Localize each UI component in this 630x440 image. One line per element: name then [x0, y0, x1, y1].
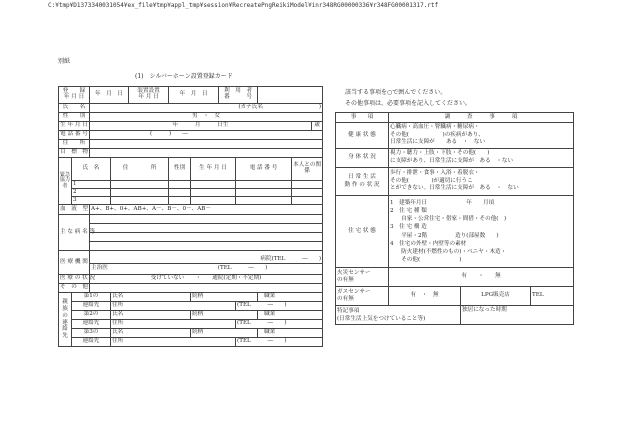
- relative-1-work: 職業: [258, 293, 323, 302]
- reg-date-label: 登 録 年 月 日: [59, 87, 90, 104]
- user-no-label: 利 用 者 番 号: [219, 87, 258, 104]
- other-label: そ の 他: [59, 284, 90, 293]
- relative-1-name: 氏名: [111, 293, 191, 302]
- daily-label: 日 常 生 活 動 作 の 状 況: [336, 168, 389, 196]
- kana-name: (カナ氏名 ): [90, 104, 323, 113]
- emergency-contacts-label: 緊急協力者: [59, 158, 72, 205]
- relative-2-no: 第2の: [72, 311, 111, 320]
- dob-value: 年 月 日生: [90, 122, 312, 131]
- age-unit: 歳: [312, 122, 323, 131]
- survey-header-item: 事 項: [336, 113, 389, 123]
- dob-label: 生 年 月 日: [59, 122, 90, 131]
- relative-3-addr: 住所: [111, 338, 236, 347]
- reg-date-value: 年 月 日: [90, 87, 129, 104]
- contact-header-name: 氏 名: [72, 158, 111, 181]
- sex-label: 性 別: [59, 113, 90, 122]
- daily-content: 歩行・排泄・食事・入浴・着脱衣・ その他( )が適切に行うこ とができない。日常生活に支障が ある ・ ない: [389, 168, 574, 196]
- lpg-tel-label: TEL: [531, 287, 574, 306]
- relative-3-rel: 続柄: [191, 329, 258, 338]
- contact-header-phone: 電 話 番 号: [236, 158, 292, 181]
- relative-1-tel: (TEL ― ): [236, 302, 323, 311]
- instruction-line-1: 該当する事項を○で囲んでください。: [345, 89, 447, 96]
- relative-2-name: 氏名: [111, 311, 191, 320]
- housing-label: 住 宅 状 態: [336, 196, 389, 268]
- disease-label: 主 な 病 名 等: [59, 215, 90, 251]
- relative-3-no: 第3の: [72, 329, 111, 338]
- relative-1-rel: 続柄: [191, 293, 258, 302]
- name-label: 氏 名: [59, 104, 90, 113]
- relative-1-addr: 住所: [111, 302, 236, 311]
- sex-value: 男 ・ 女: [90, 113, 323, 122]
- relative-1-no: 第1の: [72, 293, 111, 302]
- health-content: 心臓病・高血圧・腎臓病・糖尿病・ その他( )の疾病があり、 日常生活に支障が ある ・ ない: [389, 123, 574, 149]
- contact-header-address: 住 所: [111, 158, 169, 181]
- relative-2-rel: 続柄: [191, 311, 258, 320]
- gas-sensor-value: 有 ・ 無: [389, 287, 461, 306]
- fire-sensor-label: 火災センサー の有無: [336, 268, 389, 287]
- health-label: 健 康 状 態: [336, 123, 389, 149]
- relative-3-sub: 連絡先: [72, 338, 111, 347]
- contact-row: 3: [72, 197, 111, 205]
- doctor-row: [90, 264, 323, 275]
- install-date-label: 装置設置 年 月 日: [129, 87, 169, 104]
- registration-card-table: [58, 86, 323, 347]
- relative-2-tel: (TEL ― ): [236, 320, 323, 329]
- contact-row: 2: [72, 189, 111, 197]
- relative-2-sub: 連絡先: [72, 320, 111, 329]
- survey-header-content: 調 査 事 項: [389, 113, 574, 123]
- relative-3-work: 職業: [258, 329, 323, 338]
- relative-1-sub: 連絡先: [72, 302, 111, 311]
- medical-status-label: 医 療 の 状 況: [59, 275, 90, 284]
- body-content: 視力・聴力・上肢・下肢・その他( ) に支障があり、日常生活に支障が ある ・ない: [389, 149, 574, 168]
- phone-label: 電 話 番 号: [59, 131, 90, 140]
- housing-content: 1 建築年月日 年 月頃 2 住 宅 種 類 自家・公営住宅・借家・間借・その他( ) 3 住 宅 構 造 平屋・2階 造り(部屋数 ) 4 住宅の外壁・内壁等の素材 防火建材(不燃性のもの)・ベニヤ・木造・ その他( ): [389, 196, 574, 268]
- doctor-label: 主治医: [91, 265, 108, 272]
- medical-status-value: 受けていない ・ 通院(定期・不定期): [90, 275, 323, 284]
- lpg-dealer-label: LPG販売店: [461, 287, 531, 306]
- contact-row: 1: [72, 181, 111, 189]
- special-notes-value: 独居になった時期: [461, 306, 574, 325]
- contact-header-sex: 性別: [169, 158, 191, 181]
- relative-2-addr: 住所: [111, 320, 236, 329]
- address-value: [90, 140, 323, 149]
- file-path: C:¥tmp¥D1373340031054¥ex_file¥tmp¥appl_tmp¥session¥RecreatePngReikiModel¥inr348RG00000336¥r348FG00001317.rtf: [48, 2, 439, 9]
- instruction-line-2: その他事項は、必要事項を記入してください。: [345, 100, 472, 107]
- body-label: 身 体 状 況: [336, 149, 389, 168]
- special-notes-label: 特記事項 (日常生活上気をつけていること等): [336, 306, 461, 325]
- landmark-value: [90, 149, 323, 158]
- phone-value: ( ) ―: [90, 131, 323, 140]
- blood-type-label: 血 液 型: [59, 205, 90, 215]
- contact-header-dob: 生 年 月 日: [191, 158, 236, 181]
- annex-label: 別紙: [58, 58, 71, 65]
- form-title: (1) シルバーホーン設置登録カード: [135, 73, 233, 80]
- relative-3-name: 氏名: [111, 329, 191, 338]
- address-label: 住 所: [59, 140, 90, 149]
- hospital-tel: 病院(TEL ― ): [90, 251, 323, 264]
- fire-sensor-value: 有 ・ 無: [389, 268, 574, 287]
- contact-header-relation: 本人との関係: [292, 158, 323, 181]
- gas-sensor-label: ガスセンサー の有無: [336, 287, 389, 306]
- relative-3-tel: (TEL ― ): [236, 338, 323, 347]
- relatives-label: 親族の連絡先: [59, 293, 72, 347]
- blood-type-options: A+、B+、0+、AB+、A－、B－、0－、AB－: [90, 205, 323, 215]
- user-no-value: [258, 87, 323, 104]
- doctor-tel: (TEL ― ): [217, 265, 268, 272]
- medical-institution-label: 医 療 機 関: [59, 251, 90, 275]
- install-date-value: 年 月 日: [169, 87, 219, 104]
- landmark-label: 目 標 物: [59, 149, 90, 158]
- survey-table: [335, 112, 574, 325]
- relative-2-work: 職業: [258, 311, 323, 320]
